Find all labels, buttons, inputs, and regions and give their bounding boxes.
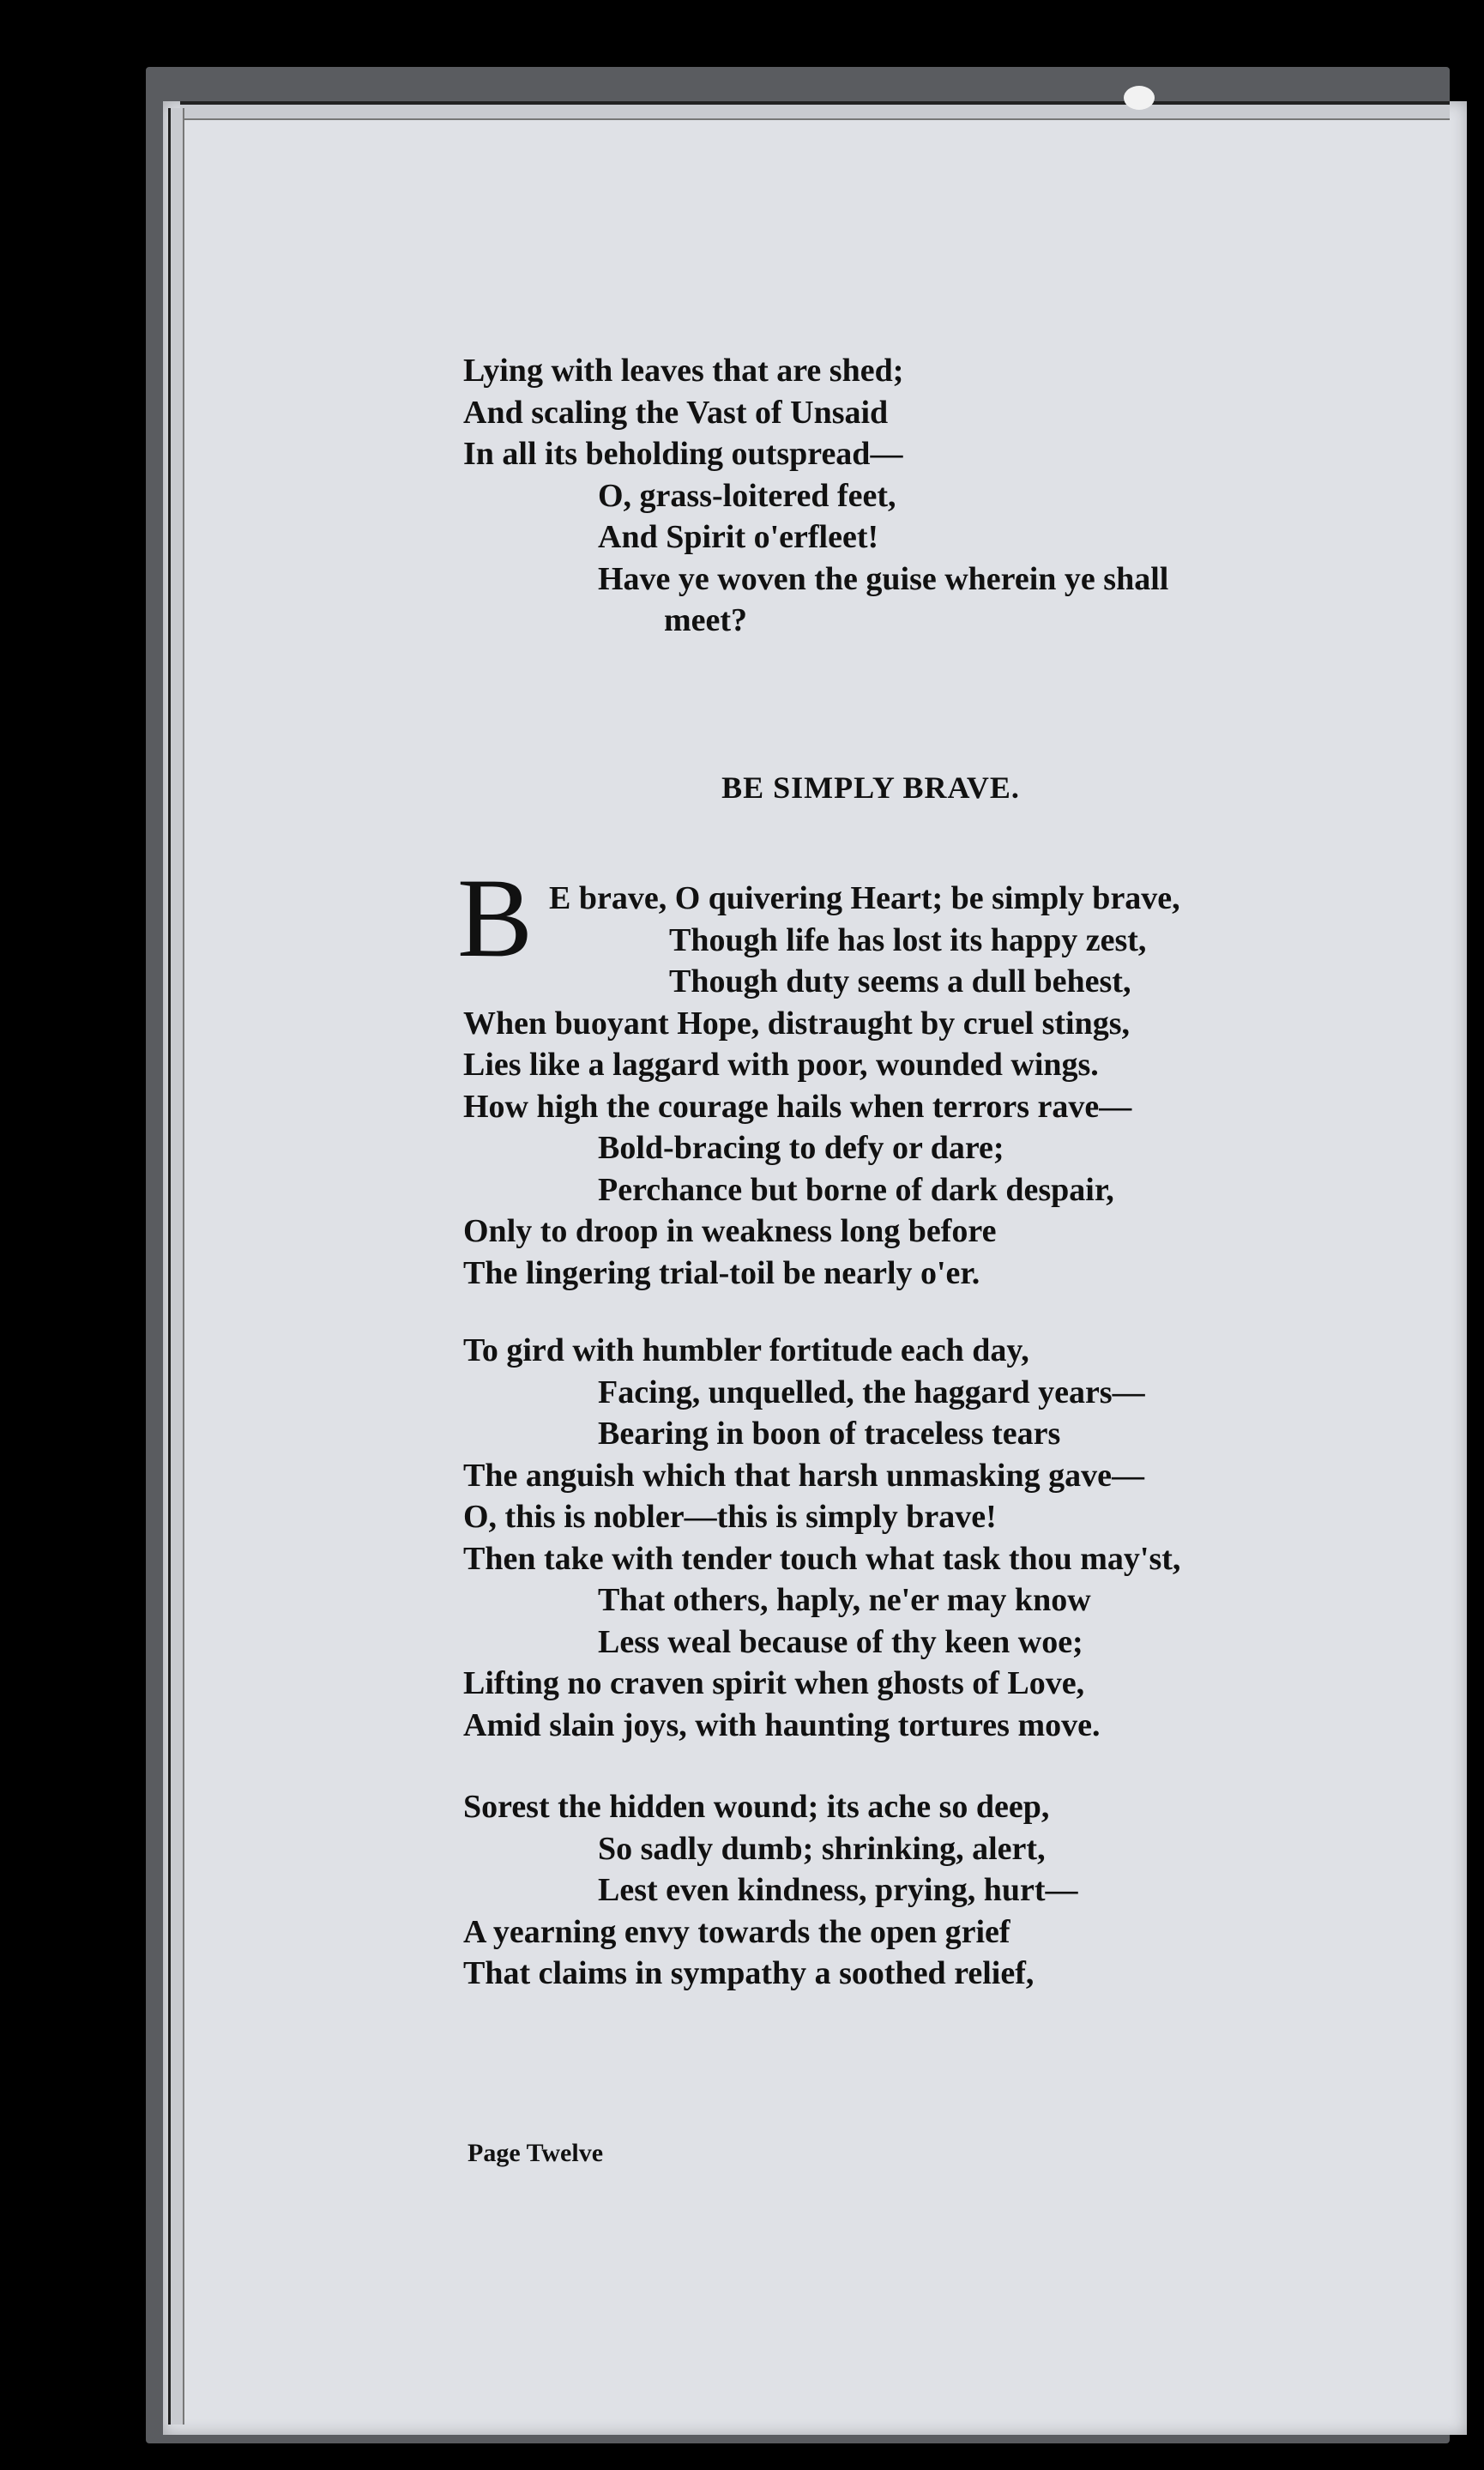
page-left-edge bbox=[168, 108, 184, 2425]
fragment-line: Lying with leaves that are shed; bbox=[463, 353, 904, 389]
poem-line: The lingering trial-toil be nearly o'er. bbox=[463, 1254, 980, 1291]
fragment-line: Have ye woven the guise wherein ye shall bbox=[598, 560, 1169, 597]
poem-line: Amid slain joys, with haunting tortures move. bbox=[463, 1706, 1101, 1743]
poem-line: Bold-bracing to defy or dare; bbox=[598, 1130, 1004, 1166]
poem-line: E brave, O quivering Heart; be simply brave, bbox=[549, 880, 1180, 916]
fragment-line: meet? bbox=[664, 602, 748, 638]
poem-line: Though life has lost its happy zest, bbox=[669, 921, 1147, 958]
poem-line: How high the courage hails when terrors rave— bbox=[463, 1088, 1132, 1125]
poem-line: That claims in sympathy a soothed relief, bbox=[463, 1955, 1035, 1991]
poem-line: Less weal because of thy keen woe; bbox=[598, 1623, 1083, 1660]
page-top-edge bbox=[180, 101, 1450, 120]
poem-line: Only to droop in weakness long before bbox=[463, 1213, 997, 1249]
poem-line: The anguish which that harsh unmasking gave— bbox=[463, 1457, 1144, 1494]
scan-speck bbox=[1124, 86, 1155, 110]
fragment-line: And scaling the Vast of Unsaid bbox=[463, 394, 889, 431]
poem-line: O, this is nobler—this is simply brave! bbox=[463, 1499, 997, 1535]
poem-title: BE SIMPLY BRAVE. bbox=[721, 770, 1020, 805]
poem-line: Perchance but borne of dark despair, bbox=[598, 1171, 1114, 1208]
poem-line: A yearning envy towards the open grief bbox=[463, 1913, 1010, 1950]
stanza-3 bbox=[463, 1786, 1078, 1995]
poem-line: So sadly dumb; shrinking, alert, bbox=[598, 1830, 1046, 1867]
stanza-1 bbox=[463, 878, 1180, 1294]
drop-cap: B bbox=[457, 855, 534, 981]
poem-line: That others, haply, ne'er may know bbox=[598, 1582, 1091, 1618]
poem-line: To gird with humbler fortitude each day, bbox=[463, 1332, 1029, 1368]
poem-line: Lifting no craven spirit when ghosts of Love, bbox=[463, 1665, 1085, 1701]
poem-line: Lest even kindness, prying, hurt— bbox=[598, 1872, 1078, 1908]
page-number: Page Twelve bbox=[468, 2139, 604, 2167]
fragment-line: And Spirit o'erfleet! bbox=[598, 519, 879, 555]
poem-line: When buoyant Hope, distraught by cruel stings, bbox=[463, 1005, 1131, 1042]
poem-line: Facing, unquelled, the haggard years— bbox=[598, 1374, 1145, 1410]
fragment-line: In all its beholding outspread— bbox=[463, 436, 903, 472]
poem-fragment bbox=[463, 350, 1168, 642]
poem-line: Sorest the hidden wound; its ache so deep, bbox=[463, 1789, 1050, 1825]
poem-line: Though duty seems a dull behest, bbox=[669, 963, 1131, 999]
poem-line: Then take with tender touch what task thou may'st, bbox=[463, 1540, 1181, 1577]
fragment-line: O, grass-loitered feet, bbox=[598, 477, 896, 514]
stanza-2 bbox=[463, 1330, 1180, 1746]
poem-line: Bearing in boon of traceless tears bbox=[598, 1416, 1061, 1452]
poem-line: Lies like a laggard with poor, wounded wings. bbox=[463, 1047, 1099, 1083]
